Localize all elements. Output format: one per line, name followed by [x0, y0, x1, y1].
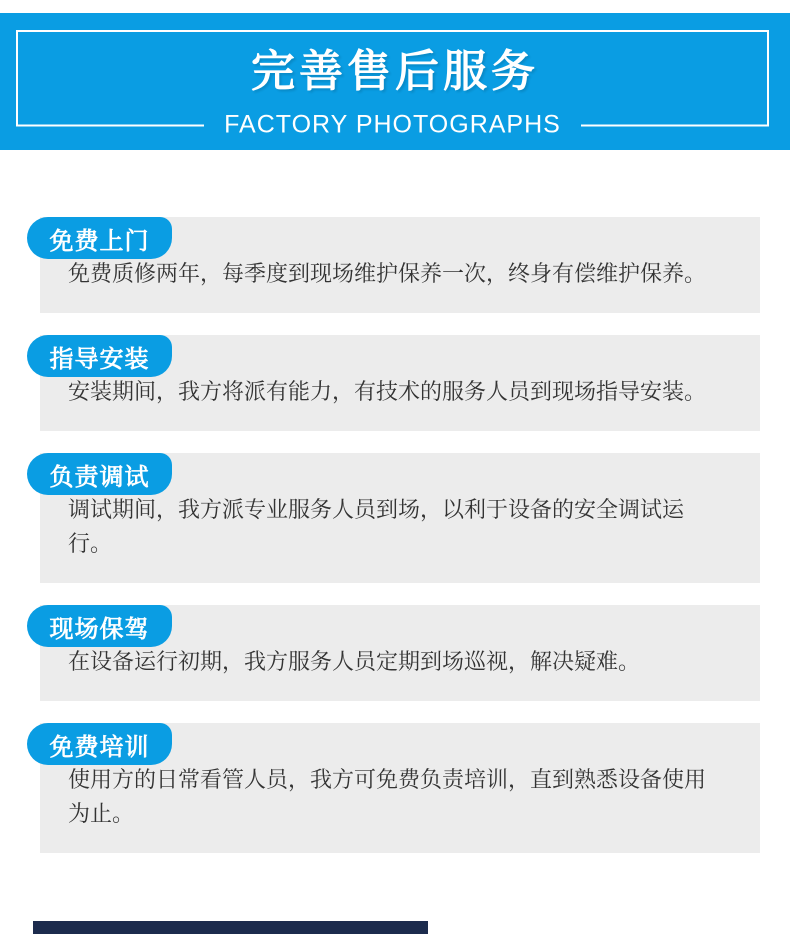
- subtitle-left-rule: [16, 124, 204, 126]
- service-section-install-guidance: [27, 335, 760, 431]
- section-label-badge: 负责调试: [27, 453, 172, 495]
- service-section-onsite-escort: [27, 605, 760, 701]
- service-section-debugging: [27, 453, 760, 583]
- service-section-free-training: [27, 723, 760, 853]
- service-sections: [0, 200, 790, 875]
- subtitle-right-rule: [581, 124, 769, 126]
- section-label-badge: 指导安装: [27, 335, 172, 377]
- section-label-badge: 现场保驾: [27, 605, 172, 647]
- section-description: 安装期间，我方将派有能力，有技术的服务人员到现场指导安装。: [40, 335, 760, 431]
- section-label-badge: 免费培训: [27, 723, 172, 765]
- next-section-banner-partial: [33, 921, 428, 934]
- section-description: 在设备运行初期，我方服务人员定期到场巡视，解决疑难。: [40, 605, 760, 701]
- page-subtitle: FACTORY PHOTOGRAPHS: [224, 110, 561, 139]
- header-subtitle-row: [16, 111, 769, 140]
- header-banner: [0, 13, 790, 150]
- page-title: 完善售后服务: [251, 47, 539, 96]
- service-section-free-visit: [27, 217, 760, 313]
- section-description: 调试期间，我方派专业服务人员到场，以利于设备的安全调试运行。: [40, 453, 760, 583]
- section-description: 免费质修两年，每季度到现场维护保养一次，终身有偿维护保养。: [40, 217, 760, 313]
- section-description: 使用方的日常看管人员，我方可免费负责培训，直到熟悉设备使用为止。: [40, 723, 760, 853]
- section-label-badge: 免费上门: [27, 217, 172, 259]
